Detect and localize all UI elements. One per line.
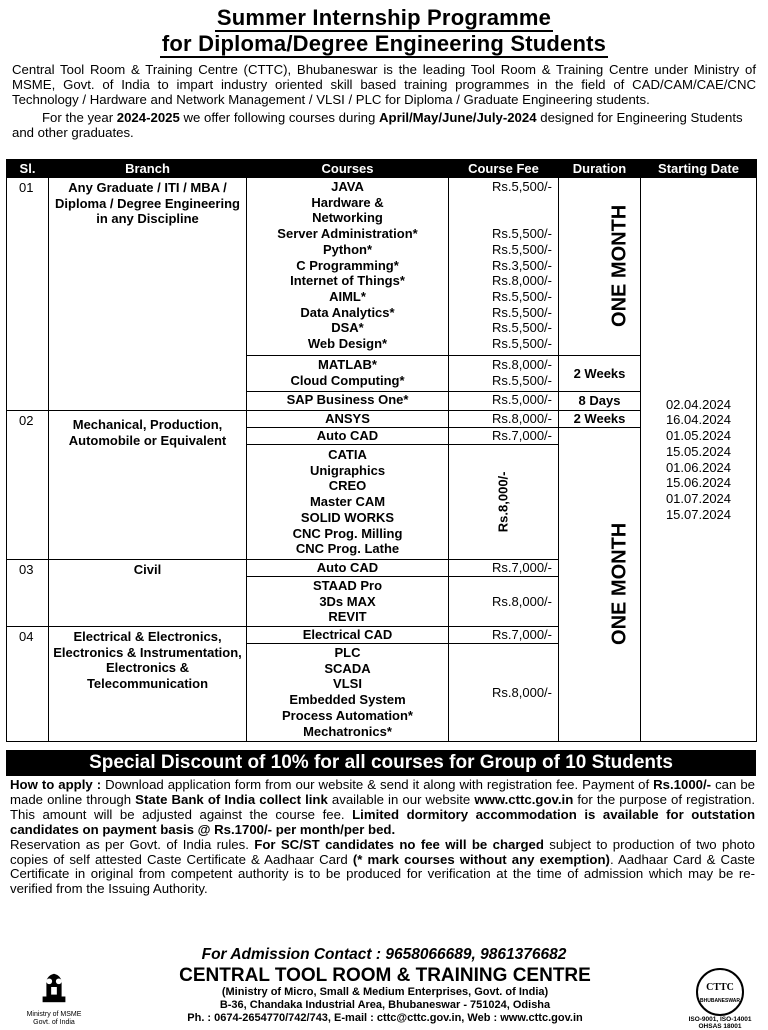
course-list: PLC SCADA VLSI Embedded System Process Automation* Mechatronics* — [247, 644, 449, 742]
cttc-logo-icon: CTTC BHUBANESWAR — [696, 968, 744, 1016]
cttc-logo: CTTC BHUBANESWAR ISO-9001, ISO-14001 OHSAS 18001 — [682, 968, 758, 1028]
footer-text — [100, 966, 670, 1025]
row-branch: Any Graduate / ITI / MBA / Diploma / Degree Engineering in any Discipline — [49, 178, 247, 411]
org-contact: Ph. : 0674-2654770/742/743, E-mail : cttc@cttc.gov.in, Web : www.cttc.gov.in — [187, 1012, 583, 1024]
footer — [0, 964, 768, 1030]
table-row — [7, 178, 757, 356]
header-courses: Courses — [247, 160, 449, 178]
course-list: JAVA Hardware & Networking Server Administration* Python* C Programming* Internet of Things* AIML* Data Analytics* DSA* Web Design* — [247, 178, 449, 356]
duration-2-weeks-ansys: 2 Weeks — [559, 411, 641, 428]
course-list: STAAD Pro 3Ds MAX REVIT — [247, 577, 449, 627]
discount-banner: Special Discount of 10% for all courses for Group of 10 Students — [6, 750, 756, 776]
intro-paragraph: Central Tool Room & Training Centre (CTTC), Bhubaneswar is the leading Tool Room & Training Centre under Ministry of MSME, Govt. of India to impart industry oriented skill based training programmes in the field of CAD/CAM/CAE/CNC Technology / Hardware and Network Management / VLSI / PLC for Diploma / Graduate Engineering students. — [12, 62, 756, 108]
org-name: CENTRAL TOOL ROOM & TRAINING CENTRE — [179, 965, 591, 986]
header-sl: Sl. — [7, 160, 49, 178]
intro-year-paragraph: For the year 2024-2025 we offer following courses during April/May/June/July-2024 designed for Engineering Students and other graduates. — [12, 109, 743, 140]
header-branch: Branch — [49, 160, 247, 178]
table-header-row — [7, 160, 757, 178]
course-list: Auto CAD — [247, 560, 449, 577]
fee-list: Rs.8,000/- — [449, 644, 559, 742]
admission-contact: For Admission Contact : 9658066689, 9861376682 — [201, 946, 567, 963]
fee-list: Rs.7,000/- — [449, 627, 559, 644]
emblem: Ministry of MSME Govt. of India — [18, 968, 90, 1028]
row-sl: 01 — [7, 178, 49, 411]
title-line-2: for Diploma/Degree Engineering Students — [161, 31, 607, 56]
website-link[interactable]: www.cttc.gov.in — [474, 791, 574, 807]
row-branch: Electrical & Electronics, Electronics & Instrumentation, Electronics & Telecommunication — [49, 627, 247, 742]
course-list: MATLAB* Cloud Computing* — [247, 356, 449, 392]
course-list: CATIA Unigraphics CREO Master CAM SOLID WORKS CNC Prog. Milling CNC Prog. Lathe — [247, 445, 449, 560]
row-sl: 02 — [7, 411, 49, 560]
org-ministry: (Ministry of Micro, Small & Medium Enterprises, Govt. of India) — [221, 986, 549, 998]
course-list: SAP Business One* — [247, 392, 449, 411]
row-branch: Mechanical, Production, Automobile or Equivalent — [49, 411, 247, 560]
fee-list: Rs.7,000/- — [449, 560, 559, 577]
header-duration: Duration — [559, 160, 641, 178]
course-table — [6, 159, 757, 742]
row-sl: 03 — [7, 560, 49, 627]
course-list: Electrical CAD — [247, 627, 449, 644]
header-starting-date: Starting Date — [641, 160, 757, 178]
national-emblem-icon — [35, 968, 73, 1006]
duration-one-month-bottom: ONE MONTH — [559, 428, 641, 742]
title-line-1: Summer Internship Programme — [216, 5, 552, 30]
course-list: ANSYS — [247, 411, 449, 428]
row-sl: 04 — [7, 627, 49, 742]
row-branch: Civil — [49, 560, 247, 627]
org-address: B-36, Chandaka Industrial Area, Bhubaneswar - 751024, Odisha — [219, 999, 551, 1011]
fee-list: Rs.7,000/- — [449, 428, 559, 445]
duration-8-days: 8 Days — [559, 392, 641, 411]
starting-dates: 02.04.2024 16.04.2024 01.05.2024 15.05.2024 01.06.2024 15.06.2024 01.07.2024 15.07.2024 — [641, 178, 757, 742]
duration-2-weeks: 2 Weeks — [559, 356, 641, 392]
fee-list: Rs.8,000/- Rs.5,500/- — [449, 356, 559, 392]
header-course-fee: Course Fee — [449, 160, 559, 178]
fee-list: Rs.5,500/- Rs.5,500/- Rs.5,500/- Rs.3,500/- Rs.8,000/- Rs.5,500/- Rs.5,500/- Rs.5,500/- Rs.5,500/- — [449, 178, 559, 356]
fee-list: Rs.8,000/- — [449, 577, 559, 627]
duration-one-month-top: ONE MONTH — [559, 178, 641, 356]
fee-vertical: Rs.8,000/- — [449, 445, 559, 560]
fee-list: Rs.5,000/- — [449, 392, 559, 411]
fee-list: Rs.8,000/- — [449, 411, 559, 428]
how-to-apply: How to apply : Download application form from our website & send it along with registration fee. Payment of Rs.1000/- can be made online through State Bank of India collect link available in our website www.cttc.gov.in for the purpose of registration. This amount will be adjusted against the course fee. Limited dormitory accommodation is available for outstation candidates on payment basis @ Rs.1700/- per month/per bed. Reservation as per Govt. of India rules. For SC/ST candidates no fee will be charged subject to production of two photo copies of self attested Caste Certificate & Aadhaar Card (* mark courses without any exemption). Aadhaar Card & Caste Certificate in original from competent authority is to be produced for verification at the time of admission which may be re-verified from the Issuing Authority. — [10, 777, 756, 897]
page-title — [0, 6, 768, 58]
course-list: Auto CAD — [247, 428, 449, 445]
